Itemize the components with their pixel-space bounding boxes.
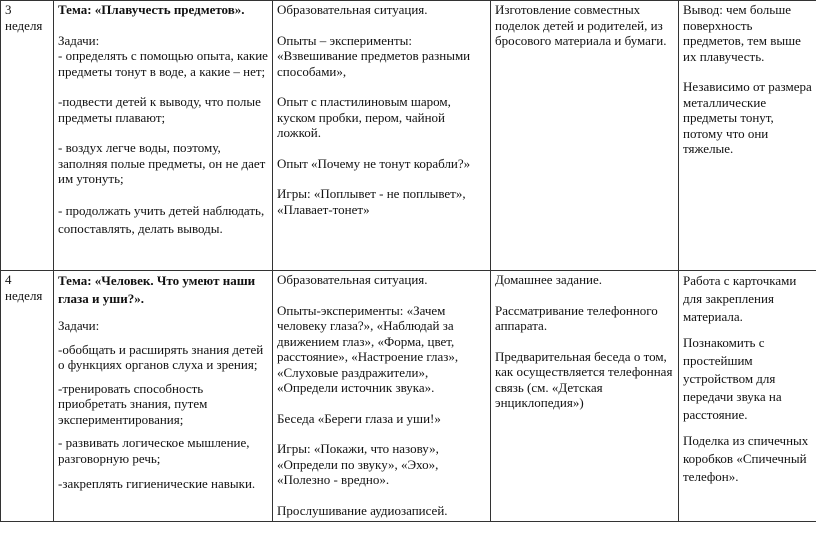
family-cell — [491, 1, 679, 271]
task-item: - продолжать учить детей наблюдать, сопоставлять, делать выводы. — [58, 202, 265, 236]
activity-item: Образовательная ситуация. — [277, 272, 428, 287]
activity-item: Игры: «Покажи, что назову», «Определи по звуку», «Эхо», «Полезно - вредно». — [277, 441, 439, 487]
family-item: Изготовление совместных поделок детей и родителей, из бросового материала и бумаги. — [495, 2, 667, 48]
result-item: Независимо от размера металлические предметы тонут, потому что они тяжелые. — [683, 79, 812, 156]
result-item: Поделка из спичечных коробков «Спичечный телефон». — [683, 433, 809, 484]
activity-item: Игры: «Поплывет - не поплывет», «Плавает-тонет» — [277, 186, 466, 217]
theme-title: Тема: «Плавучесть предметов». — [58, 2, 245, 17]
result-item: Вывод: чем больше поверхность предметов, тем выше их плавучесть. — [683, 2, 801, 64]
task-item: -подвести детей к выводу, что полые предметы плавают; — [58, 94, 261, 125]
result-item: Познакомить с простейшим устройством для передачи звука на расстояние. — [683, 335, 782, 422]
activity-item: Беседа «Береги глаза и уши!» — [277, 410, 441, 426]
task-item: - воздух легче воды, поэтому, заполняя полые предметы, он не дает им утонуть; — [58, 140, 266, 186]
activity-item: Образовательная ситуация. — [277, 2, 428, 17]
family-item: Рассматривание телефонного аппарата. — [495, 302, 658, 333]
activity-item: Опыт «Почему не тонут корабли?» — [277, 155, 471, 171]
results-cell — [679, 271, 816, 522]
task-item: -обобщать и расширять знания детей о функциях органов слуха и зрения; — [58, 341, 264, 372]
family-item: Предварительная беседа о том, как осуществляется телефонная связь (см. «Детская энциклопедия») — [495, 348, 673, 410]
results-cell — [679, 1, 816, 271]
task-item: - развивать логическое мышление, разговорную речь; — [58, 435, 250, 466]
activity-item: Прослушивание аудиозаписей. — [277, 502, 448, 518]
week-cell — [1, 1, 54, 271]
table-row-week-4 — [1, 271, 816, 522]
task-item: -тренировать способность приобретать знания, путем экспериментирования; — [58, 380, 208, 427]
theme-cell — [54, 1, 273, 271]
task-item: - определять с помощью опыта, какие предметы тонут в воде, а какие – нет; — [58, 48, 268, 79]
result-item: Работа с карточками для закрепления материала. — [683, 273, 797, 324]
theme-title: Тема: «Человек. Что умеют наши глаза и уши?». — [58, 273, 256, 306]
week-label: 3 неделя — [5, 2, 43, 33]
activities-cell — [273, 271, 491, 522]
task-item: -закреплять гигиенические навыки. — [58, 476, 256, 491]
activity-item: Опыты-эксперименты: «Зачем человеку глаза?», «Наблюдай за движением глаз», «Форма, цвет, расстояние», «Настроение глаз», «Слуховые раздражители», «Определи источник звука». — [277, 302, 459, 395]
tasks-label: Задачи: — [58, 318, 100, 333]
theme-cell — [54, 271, 273, 522]
week-cell — [1, 271, 54, 522]
activity-item: Опыты – эксперименты: «Взвешивание предметов разными способами», — [277, 32, 471, 79]
tasks-label: Задачи: — [58, 32, 100, 48]
activity-item: Опыт с пластилиновым шаром, куском пробки, пером, чайной ложкой. — [277, 94, 451, 140]
family-item: Домашнее задание. — [495, 272, 603, 287]
table-row-week-3 — [1, 1, 816, 271]
activities-cell — [273, 1, 491, 271]
week-label: 4 неделя — [5, 272, 43, 303]
family-cell — [491, 271, 679, 522]
